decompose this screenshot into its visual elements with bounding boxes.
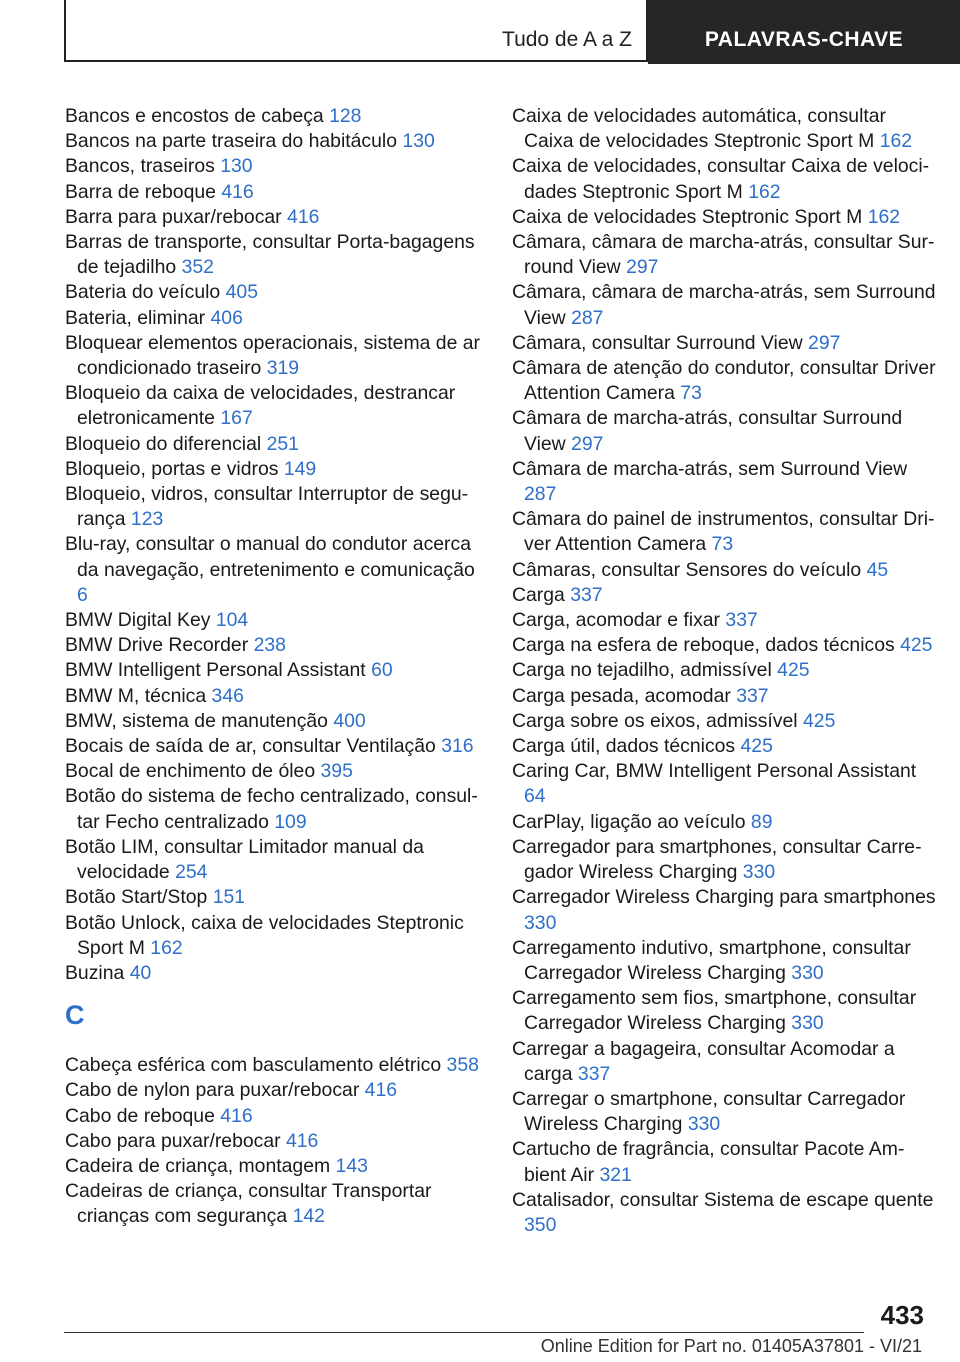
page-reference-link[interactable]: 416 xyxy=(220,1104,253,1127)
section-label: Tudo de A a Z xyxy=(502,28,632,51)
index-entry xyxy=(512,1137,936,1187)
index-entry xyxy=(512,1087,936,1137)
index-term: BMW M, técnica xyxy=(65,684,207,707)
index-term: Câmara, câmara de marcha-atrás, consultar Surround View xyxy=(512,231,935,279)
index-term: Carregar a bagageira, consultar Acomodar a carga xyxy=(512,1037,895,1085)
index-entry xyxy=(65,1104,485,1129)
index-term: Caixa de velocidades automática, consultar Caixa de velocidades Steptronic Sport M xyxy=(512,105,887,153)
page-reference-link[interactable]: 330 xyxy=(687,1113,721,1136)
index-term: Bloqueio da caixa de velocidades, destrancar eletronicamente xyxy=(65,382,456,430)
index-term: Cadeira de criança, montagem xyxy=(65,1154,331,1177)
index-entry xyxy=(512,205,936,230)
page-reference-link[interactable]: 395 xyxy=(320,760,353,783)
index-entry xyxy=(65,230,485,280)
index-term: Blu-ray, consultar o manual do condutor acerca da navegação, entretenimento e comunicação xyxy=(65,533,475,581)
index-entry xyxy=(512,684,936,709)
index-entry xyxy=(65,1179,485,1229)
index-term: Bloqueio do diferencial xyxy=(65,432,262,455)
page-reference-link[interactable]: 425 xyxy=(740,735,773,758)
index-entry xyxy=(512,507,936,557)
page-reference-link[interactable]: 104 xyxy=(215,609,249,632)
page-reference-link[interactable]: 352 xyxy=(181,256,214,279)
page-reference-link[interactable]: 287 xyxy=(571,306,604,329)
index-term: Carregamento sem fios, smartphone, consultar Carregador Wireless Charging xyxy=(512,987,917,1035)
page-reference-link[interactable]: 297 xyxy=(626,256,659,279)
page-reference-link[interactable]: 151 xyxy=(212,886,246,909)
index-term: Caixa de velocidades, consultar Caixa de velocidades Steptronic Sport M xyxy=(512,155,930,203)
index-term: Carga pesada, acomodar xyxy=(512,684,731,707)
index-entry xyxy=(65,432,485,457)
page-reference-link[interactable]: 350 xyxy=(524,1213,557,1236)
page-reference-link[interactable]: 123 xyxy=(130,508,164,531)
page-reference-link[interactable]: 149 xyxy=(283,457,317,480)
index-term: Carga sobre os eixos, admissível xyxy=(512,709,798,732)
index-entry xyxy=(512,1037,936,1087)
page-reference-link[interactable]: 337 xyxy=(570,583,603,606)
index-term: Bloqueio, portas e vidros xyxy=(65,457,279,480)
page-reference-link[interactable]: 416 xyxy=(221,180,254,203)
index-entry xyxy=(65,1129,485,1154)
page-reference-link[interactable]: 297 xyxy=(808,331,841,354)
page-reference-link[interactable]: 337 xyxy=(736,684,769,707)
index-entry xyxy=(65,784,485,834)
index-entry xyxy=(65,154,485,179)
index-term: Carga no tejadilho, admissível xyxy=(512,659,772,682)
index-entry xyxy=(65,482,485,532)
index-entry xyxy=(512,885,936,935)
index-term: Carga, acomodar e fixar xyxy=(512,609,721,632)
index-entry xyxy=(512,810,936,835)
index-entry xyxy=(65,306,485,331)
index-term: Carga útil, dados técnicos xyxy=(512,735,736,758)
index-term: Cartucho de fragrância, consultar Pacote Ambient Air xyxy=(512,1138,905,1186)
page-reference-link[interactable]: 406 xyxy=(210,306,243,329)
footer-divider xyxy=(64,1332,864,1333)
index-term: Carregar o smartphone, consultar Carregador Wireless Charging xyxy=(512,1087,906,1136)
page-reference-link[interactable]: 297 xyxy=(571,432,604,455)
index-entry xyxy=(512,154,936,204)
index-term: Barra para puxar/rebocar xyxy=(65,205,282,228)
edition-footer: Online Edition for Part no. 01405A37801 - VI/21 xyxy=(540,1336,922,1356)
page-reference-link[interactable]: 60 xyxy=(371,659,393,682)
index-entry xyxy=(65,280,485,305)
index-entry xyxy=(512,658,936,683)
letter-heading-c: C xyxy=(65,1000,85,1031)
page-reference-link[interactable]: 337 xyxy=(725,609,758,632)
index-term: Bancos e encostos de cabeça xyxy=(65,105,324,127)
page-reference-link[interactable]: 130 xyxy=(220,155,253,178)
index-entry xyxy=(512,280,936,330)
page-reference-link[interactable]: 162 xyxy=(150,936,183,959)
index-term: Cabo para puxar/rebocar xyxy=(65,1129,281,1152)
index-term: Catalisador, consultar Sistema de escape quente xyxy=(512,1188,934,1211)
page-reference-link[interactable]: 73 xyxy=(711,533,734,556)
index-term: Bancos na parte traseira do habitáculo xyxy=(65,130,398,153)
index-entry xyxy=(65,1154,485,1179)
page-reference-link[interactable]: 130 xyxy=(402,130,435,153)
index-term: Carregamento indutivo, smartphone, consultar Carregador Wireless Charging xyxy=(512,936,911,984)
page-reference-link[interactable]: 416 xyxy=(285,1129,319,1152)
index-term: Bloquear elementos operacionais, sistema de ar condicionado traseiro xyxy=(65,331,480,380)
index-entry xyxy=(512,583,936,608)
index-term: Bloqueio, vidros, consultar Interruptor de segurança xyxy=(65,483,469,531)
index-term: Carga xyxy=(512,583,565,606)
index-entry xyxy=(512,230,936,280)
page-reference-link[interactable]: 143 xyxy=(335,1154,368,1177)
index-term: Bateria, eliminar xyxy=(65,306,206,329)
index-term: Cabo de reboque xyxy=(65,1104,215,1127)
index-term: Bateria do veículo xyxy=(65,281,221,304)
index-entry xyxy=(65,532,485,608)
index-term: BMW Digital Key xyxy=(65,609,211,632)
page-reference-link[interactable]: 321 xyxy=(599,1163,632,1186)
page-reference-link[interactable]: 316 xyxy=(441,735,474,758)
index-entry xyxy=(512,734,936,759)
index-term: Caixa de velocidades Steptronic Sport M xyxy=(512,205,863,228)
page-reference-link[interactable]: 89 xyxy=(750,810,773,833)
page-reference-link[interactable]: 162 xyxy=(867,205,901,228)
page-header xyxy=(64,0,960,64)
page-reference-link[interactable]: 425 xyxy=(803,709,836,732)
index-entry xyxy=(65,734,485,759)
index-entry xyxy=(512,331,936,356)
index-term: BMW Drive Recorder xyxy=(65,634,249,657)
page-reference-link[interactable]: 40 xyxy=(129,961,152,984)
index-entry xyxy=(512,457,936,507)
index-term: BMW Intelligent Personal Assistant xyxy=(65,659,366,682)
index-entry xyxy=(512,759,936,809)
index-term: Botão Start/Stop xyxy=(65,886,208,909)
page-reference-link[interactable]: 346 xyxy=(211,684,244,707)
index-term: Barra de reboque xyxy=(65,180,216,203)
page-reference-link[interactable]: 330 xyxy=(791,961,824,984)
page-reference-link[interactable]: 287 xyxy=(524,483,557,506)
index-entry xyxy=(65,684,485,709)
index-term: Câmara, câmara de marcha-atrás, sem Surround View xyxy=(512,281,936,329)
page-reference-link[interactable]: 109 xyxy=(274,810,307,833)
section-tab xyxy=(64,0,648,62)
index-entry xyxy=(65,104,485,129)
page-reference-link[interactable]: 425 xyxy=(900,634,933,657)
page-reference-link[interactable]: 6 xyxy=(77,583,88,606)
page-number: 433 xyxy=(880,1300,924,1330)
index-term: Bocal de enchimento de óleo xyxy=(65,760,316,783)
index-entry xyxy=(512,936,936,986)
index-term: Câmaras, consultar Sensores do veículo xyxy=(512,558,862,581)
index-entry xyxy=(65,1078,485,1103)
page-reference-link[interactable]: 162 xyxy=(748,180,781,203)
index-entry xyxy=(512,633,936,658)
index-entry xyxy=(65,658,485,683)
index-term: Cadeiras de criança, consultar Transportar crianças com segurança xyxy=(65,1180,432,1228)
index-term: Botão Unlock, caixa de velocidades Steptronic Sport M xyxy=(65,911,464,959)
keywords-tab-label: PALAVRAS-CHAVE xyxy=(704,28,904,51)
index-term: Carga na esfera de reboque, dados técnicos xyxy=(512,634,895,657)
page-reference-link[interactable]: 405 xyxy=(225,281,258,304)
index-term: Caring Car, BMW Intelligent Personal Assistant xyxy=(512,760,917,783)
page-reference-link[interactable]: 416 xyxy=(364,1079,398,1102)
page-reference-link[interactable]: 45 xyxy=(866,558,889,581)
page-reference-link[interactable]: 73 xyxy=(680,382,702,405)
keywords-tab xyxy=(648,0,960,64)
page-reference-link[interactable]: 330 xyxy=(791,1012,824,1035)
page-reference-link[interactable]: 416 xyxy=(287,205,320,228)
page-reference-link[interactable]: 330 xyxy=(524,911,557,934)
page-reference-link[interactable]: 64 xyxy=(524,785,546,808)
page-reference-link[interactable]: 128 xyxy=(329,105,362,127)
index-entry xyxy=(65,129,485,154)
index-entry xyxy=(65,961,485,986)
index-entry xyxy=(65,759,485,784)
index-entry xyxy=(65,457,485,482)
index-term: Buzina xyxy=(65,961,125,984)
index-term: Botão LIM, consultar Limitador manual da velocidade xyxy=(65,835,424,884)
index-term: Câmara de atenção do condutor, consultar Driver Attention Camera xyxy=(512,357,936,405)
page-reference-link[interactable]: 254 xyxy=(175,861,208,884)
index-term: CarPlay, ligação ao veículo xyxy=(512,810,746,833)
index-entry xyxy=(512,558,936,583)
index-term: Bocais de saída de ar, consultar Ventilação xyxy=(65,735,436,758)
page-reference-link[interactable]: 238 xyxy=(253,634,286,657)
page-reference-link[interactable]: 167 xyxy=(220,407,253,430)
index-term: BMW, sistema de manutenção xyxy=(65,709,328,732)
page-reference-link[interactable]: 162 xyxy=(879,130,913,153)
index-entry xyxy=(512,1188,936,1238)
index-entry xyxy=(65,331,485,381)
page-reference-link[interactable]: 330 xyxy=(742,861,776,884)
index-entry xyxy=(65,205,485,230)
page-reference-link[interactable]: 251 xyxy=(266,432,299,455)
index-term: Câmara do painel de instrumentos, consultar Driver Attention Camera xyxy=(512,508,935,556)
index-entry xyxy=(65,911,485,961)
index-entry xyxy=(65,180,485,205)
index-entry xyxy=(512,986,936,1036)
index-entry xyxy=(512,356,936,406)
index-entry xyxy=(65,835,485,885)
index-entry xyxy=(65,608,485,633)
index-entry xyxy=(65,381,485,431)
index-entry xyxy=(65,709,485,734)
page-reference-link[interactable]: 319 xyxy=(266,357,300,380)
page-reference-link[interactable]: 337 xyxy=(577,1062,611,1085)
index-term: Câmara, consultar Surround View xyxy=(512,331,803,354)
index-term: Barras de transporte, consultar Porta-bagagens de tejadilho xyxy=(65,231,475,279)
index-term: Câmara de marcha-atrás, sem Surround View xyxy=(512,457,908,480)
index-term: Carregador Wireless Charging para smartphones xyxy=(512,886,936,909)
index-term: Botão do sistema de fecho centralizado, consultar Fecho centralizado xyxy=(65,785,478,833)
index-term: Cabo de nylon para puxar/rebocar xyxy=(65,1079,360,1102)
index-entry xyxy=(512,709,936,734)
index-entry xyxy=(512,608,936,633)
page-reference-link[interactable]: 425 xyxy=(777,659,810,682)
index-entry xyxy=(512,104,936,154)
index-entry xyxy=(512,406,936,456)
index-entry xyxy=(65,1053,485,1078)
index-term: Carregador para smartphones, consultar Carregador Wireless Charging xyxy=(512,835,922,884)
index-entry xyxy=(65,885,485,910)
index-entry xyxy=(65,633,485,658)
index-term: Câmara de marcha-atrás, consultar Surround View xyxy=(512,407,903,455)
index-entry xyxy=(512,835,936,885)
page-reference-link[interactable]: 142 xyxy=(292,1205,325,1228)
index-column-right xyxy=(512,104,936,1238)
page-reference-link[interactable]: 358 xyxy=(446,1054,479,1077)
page-reference-link[interactable]: 400 xyxy=(333,709,366,732)
index-term: Bancos, traseiros xyxy=(65,155,215,178)
index-term: Cabeça esférica com basculamento elétrico xyxy=(65,1054,442,1077)
index-column-left xyxy=(65,104,485,1230)
